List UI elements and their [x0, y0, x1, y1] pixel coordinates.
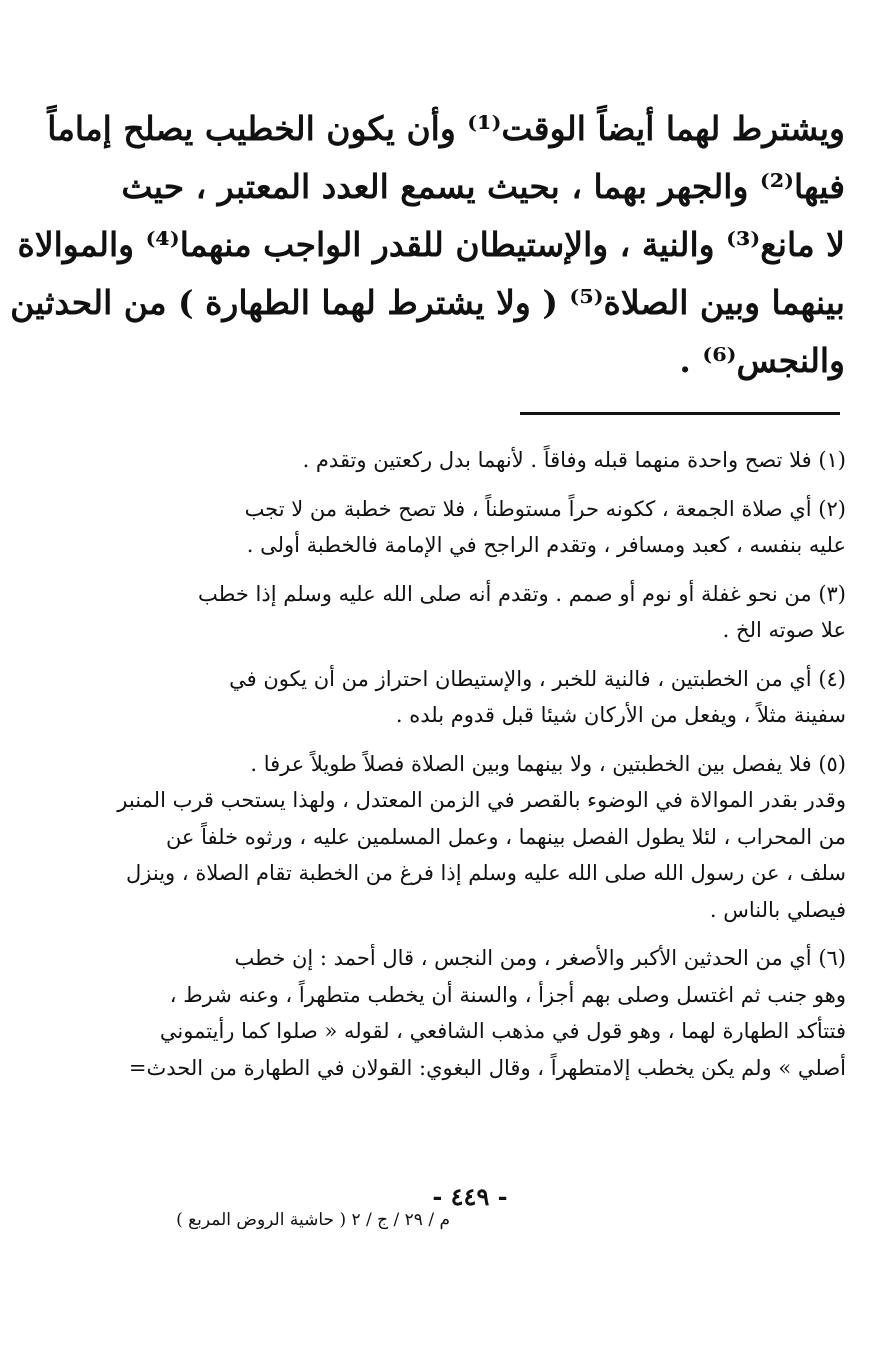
main-text-line: والنجس⁽⁶⁾ . [679, 341, 845, 380]
footnote-line: عليه بنفسه ، كعبد ومسافر ، وتقدم الراجح في الإمامة فالخطبة أولى . [246, 533, 846, 557]
main-text-line: ويشترط لهما أيضاً الوقت⁽¹⁾ وأن يكون الخطيب يصلح إماماً [47, 109, 845, 148]
page-number: - ٤٤٩ - [432, 1182, 508, 1211]
footnote-line: أصلي » ولم يكن يخطب إلامتطهراً ، وقال البغوي: القولان في الطهارة من الحدث= [128, 1055, 846, 1080]
footnote-5 [100, 746, 846, 929]
footnote-line: (١) فلا تصح واحدة منهما قبله وفاقاً . لأنهما بدل ركعتين وتقدم . [302, 448, 846, 472]
footnote-line: سلف ، عن رسول الله صلى الله عليه وسلم إذا فرغ من الخطبة تقام الصلاة ، وينزل [126, 861, 846, 885]
footnote-line: (٦) أي من الحدثين الأكبر والأصغر ، ومن النجس ، قال أحمد : إن خطب [234, 946, 846, 970]
footnote-4 [100, 661, 846, 734]
printer-signature: م / ٢٩ / ج / ٢ ( حاشية الروض المربع ) [176, 1210, 450, 1230]
footnote-line: وهو جنب ثم اغتسل وصلى بهم أجزأ ، والسنة أن يخطب متطهراً ، وعنه شرط ، [169, 982, 846, 1007]
footnote-line: (٢) أي صلاة الجمعة ، ككونه حراً مستوطناً ، فلا تصح خطبة من لا تجب [244, 496, 846, 521]
main-text-line: فيها⁽²⁾ والجهر بهما ، بحيث يسمع العدد المعتبر ، حيث [121, 167, 845, 206]
footnote-line: وقدر بقدر الموالاة في الوضوء بالقصر في الزمن المعتدل ، ولهذا يستحب قرب المنبر [117, 788, 846, 812]
footnotes-section [100, 442, 846, 1098]
footnote-line: سفينة مثلاً ، ويفعل من الأركان شيئا قبل قدوم بلده . [395, 703, 846, 727]
footnote-line: علا صوته الخ . [722, 618, 846, 642]
footnote-line: (٤) أي من الخطبتين ، فالنية للخبر ، والإستيطان احتراز من أن يكون في [229, 666, 846, 691]
footnote-6 [100, 940, 846, 1086]
footnote-line: (٥) فلا يفصل بين الخطبتين ، ولا بينهما وبين الصلاة فصلاً طويلاً عرفا . [250, 751, 846, 776]
footnote-line: فيصلي بالناس . [709, 897, 846, 922]
footnote-line: (٣) من نحو غفلة أو نوم أو صمم . وتقدم أنه صلى الله عليه وسلم إذا خطب [198, 581, 846, 606]
main-text-line: لا مانع⁽³⁾ والنية ، والإستيطان للقدر الواجب منهما⁽⁴⁾ والموالاة [17, 225, 845, 264]
footnote-line: من المحراب ، لئلا يطول الفصل بينهما ، وعمل المسلمين عليه ، ورثوه خلفاً عن [165, 824, 846, 849]
main-text [10, 100, 845, 390]
footnote-line: فتتأكد الطهارة لهما ، وهو قول في مذهب الشافعي ، لقوله « صلوا كما رأيتموني [159, 1019, 846, 1043]
footnote-1 [100, 442, 846, 479]
footnote-3 [100, 576, 846, 649]
footnote-2 [100, 491, 846, 564]
footnote-divider [520, 412, 840, 415]
main-text-line: بينهما وبين الصلاة⁽⁵⁾ ( ولا يشترط لهما الطهارة ) من الحدثين [10, 283, 845, 322]
